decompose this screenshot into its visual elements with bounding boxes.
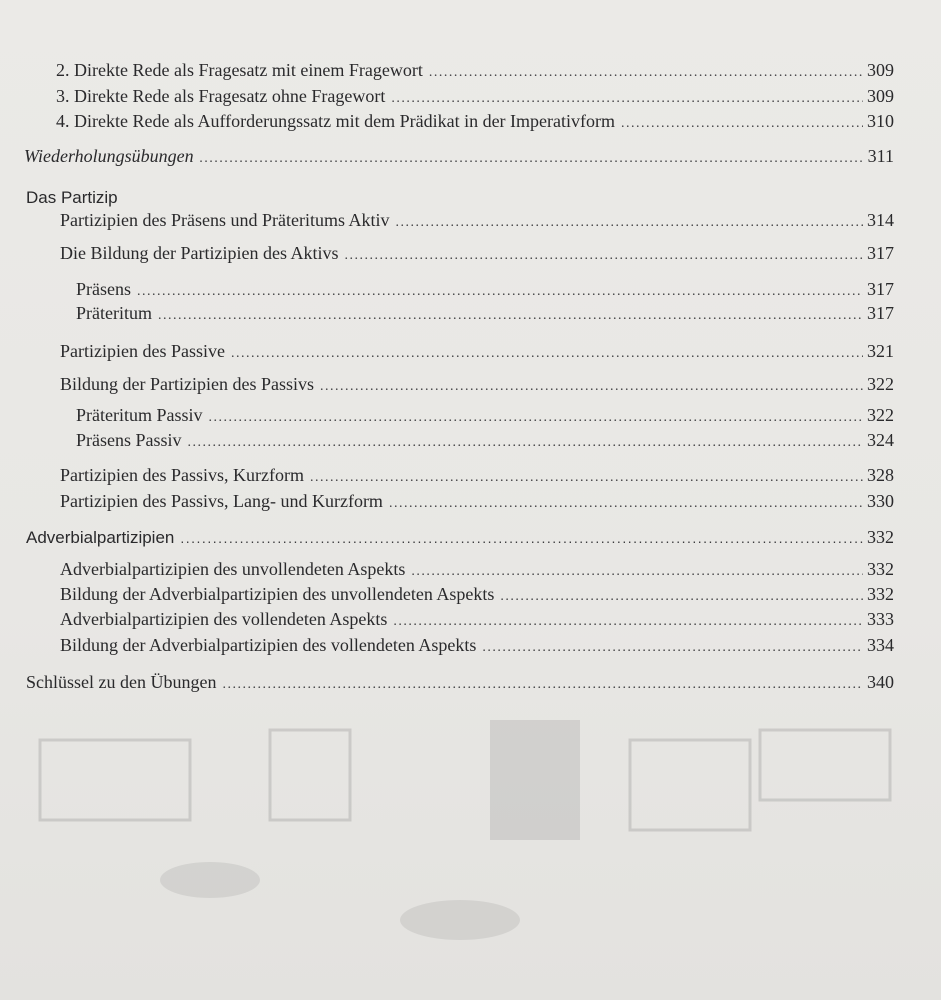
- toc-entry-title: 4. Direkte Rede als Aufforderungssatz mit dem Prädikat in der Imperativform: [56, 111, 616, 131]
- toc-entry-title: Bildung der Adverbialpartizipien des vollendeten Aspekts: [60, 635, 477, 655]
- toc-entry: [56, 86, 894, 107]
- toc-entry-page: 330: [867, 491, 894, 511]
- toc-subentry: [76, 279, 894, 300]
- dot-leader: [137, 284, 863, 300]
- toc-entry-page: 334: [867, 635, 894, 655]
- toc-entry-page: 321: [867, 341, 894, 361]
- toc-entry: [60, 210, 894, 231]
- dot-leader: [391, 91, 863, 107]
- toc-entry: [60, 243, 894, 264]
- toc-entry: [56, 111, 894, 132]
- toc-subentry: [76, 303, 894, 324]
- dot-leader: [188, 435, 863, 451]
- toc-entry-title: Partizipien des Passive: [60, 341, 225, 361]
- dot-leader: [393, 614, 863, 630]
- dot-leader: [621, 116, 863, 132]
- toc-section-title: Schlüssel zu den Übungen: [26, 672, 217, 692]
- toc-entry: [60, 609, 894, 630]
- toc-subentry-page: 322: [867, 405, 894, 425]
- dot-leader: [209, 410, 864, 426]
- toc-entry-page: 332: [867, 559, 894, 579]
- toc-entry-title: 3. Direkte Rede als Fragesatz ohne Fragewort: [56, 86, 386, 106]
- toc-entry: [60, 341, 894, 362]
- toc-entry-title: Die Bildung der Partizipien des Aktivs: [60, 243, 339, 263]
- toc-section-page: 311: [867, 146, 894, 166]
- toc-entry: [60, 491, 894, 512]
- toc-entry-title: Bildung der Partizipien des Passivs: [60, 374, 314, 394]
- dot-leader: [320, 379, 863, 395]
- toc-entry-title: 2. Direkte Rede als Fragesatz mit einem Fragewort: [56, 60, 423, 80]
- toc-subentry-title: Präsens Passiv: [76, 430, 182, 450]
- toc-entry-page: 332: [867, 584, 894, 604]
- toc-entry-page: 328: [867, 465, 894, 485]
- toc-entry-page: 322: [867, 374, 894, 394]
- toc-subentry-title: Präteritum Passiv: [76, 405, 203, 425]
- dot-leader: [222, 677, 863, 693]
- toc-subentry-title: Präteritum: [76, 303, 152, 323]
- toc-section-page: 332: [867, 527, 894, 547]
- toc-subentry-title: Präsens: [76, 279, 131, 299]
- toc-section: [24, 146, 894, 167]
- toc-section-title: Wiederholungsübungen: [24, 146, 194, 166]
- toc-entry-title: Adverbialpartizipien des vollendeten Aspekts: [60, 609, 388, 629]
- toc-subentry-page: 317: [867, 303, 894, 323]
- toc-section: [26, 527, 894, 548]
- toc-section: [26, 672, 894, 693]
- toc-entry-title: Adverbialpartizipien des unvollendeten Aspekts: [60, 559, 406, 579]
- toc-subentry: [76, 405, 894, 426]
- toc-section-title: Adverbialpartizipien: [26, 528, 175, 547]
- toc-entry-page: 309: [867, 86, 894, 106]
- dot-leader: [344, 248, 863, 264]
- toc-entry: [60, 465, 894, 486]
- dot-leader: [395, 215, 863, 231]
- toc-subentry: [76, 430, 894, 451]
- toc-entry: [60, 559, 894, 580]
- dot-leader: [500, 589, 863, 605]
- dot-leader: [411, 564, 863, 580]
- toc-subentry-page: 317: [867, 279, 894, 299]
- toc-section-page: 340: [867, 672, 894, 692]
- toc-entry-page: 333: [867, 609, 894, 629]
- dot-leader: [180, 530, 863, 546]
- toc-chapter-title: Das Partizip: [26, 188, 118, 207]
- toc-entry-title: Partizipien des Passivs, Lang- und Kurzform: [60, 491, 383, 511]
- toc-entry: [60, 635, 894, 656]
- show-through-illustration: [30, 700, 910, 990]
- dot-leader: [429, 65, 863, 81]
- toc-entry-title: Bildung der Adverbialpartizipien des unvollendeten Aspekts: [60, 584, 495, 604]
- dot-leader: [310, 470, 863, 486]
- toc-entry: [60, 374, 894, 395]
- toc-subentry-page: 324: [867, 430, 894, 450]
- dot-leader: [389, 496, 863, 512]
- toc-entry-page: 310: [867, 111, 894, 131]
- toc-chapter: [26, 188, 894, 208]
- toc-entry: [56, 60, 894, 81]
- toc-entry-page: 309: [867, 60, 894, 80]
- toc-entry-page: 317: [867, 243, 894, 263]
- dot-leader: [200, 151, 864, 167]
- toc-entry: [60, 584, 894, 605]
- dot-leader: [482, 640, 863, 656]
- toc-entry-title: Partizipien des Passivs, Kurzform: [60, 465, 304, 485]
- dot-leader: [231, 346, 863, 362]
- toc-entry-page: 314: [867, 210, 894, 230]
- dot-leader: [158, 308, 863, 324]
- toc-entry-title: Partizipien des Präsens und Präteritums Aktiv: [60, 210, 390, 230]
